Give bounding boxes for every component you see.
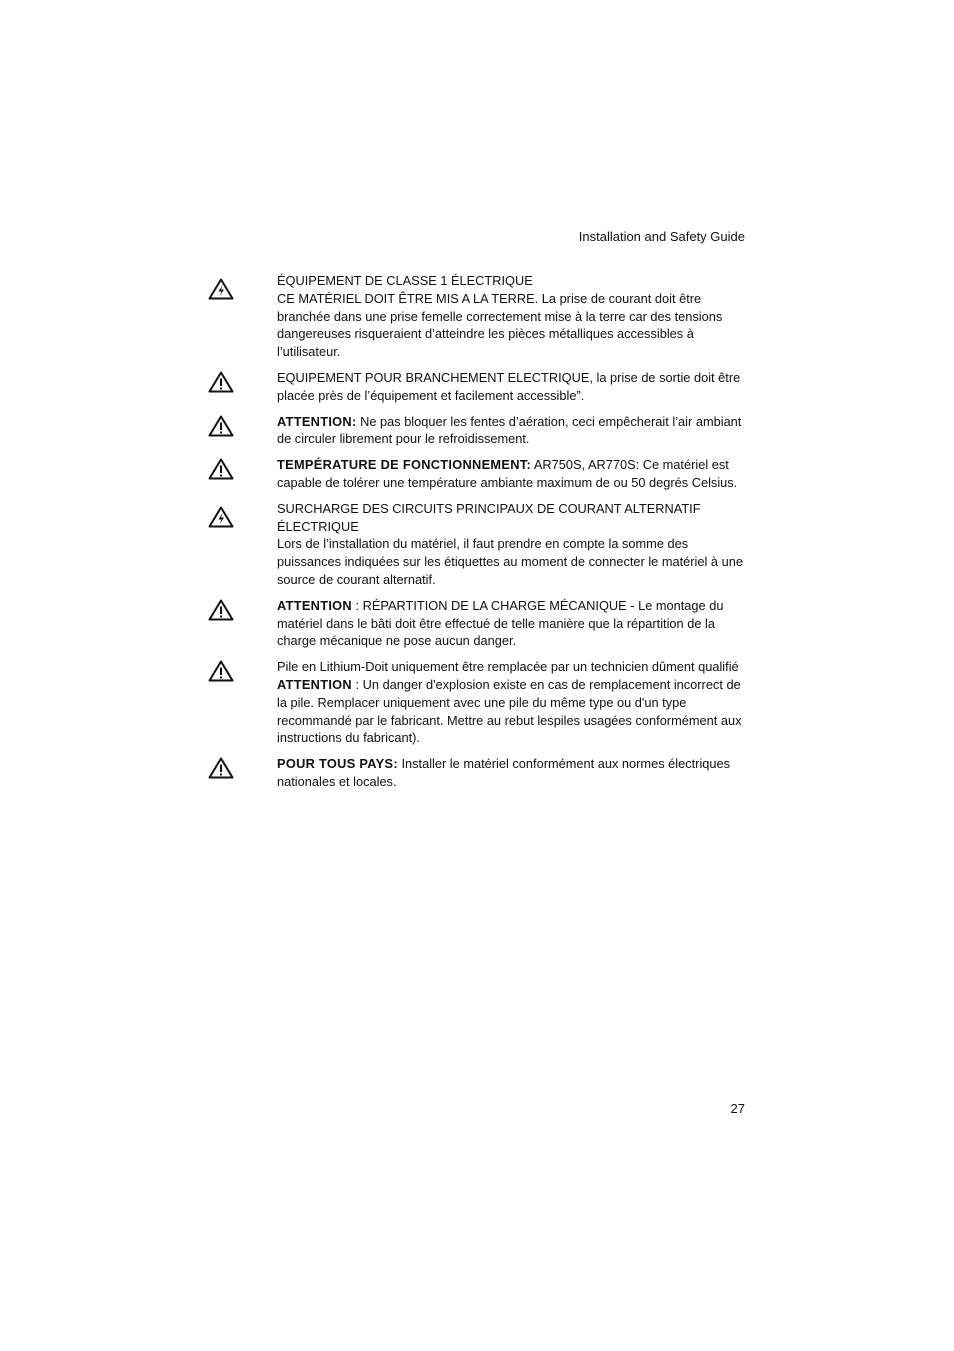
electric-warning-icon	[208, 506, 234, 528]
notice-lead: CE MATÉRIEL DOIT ÊTRE MIS A LA TERRE.	[277, 290, 539, 306]
notice-surcharge	[0, 500, 954, 589]
notice-body: : Un danger d'explosion existe en cas de remplacement incorrect de la pile. Remplacer uniquement avec une pile du même type ou d'un type recommandé par le fabricant. Mettre au rebut lespiles usagées conformément aux instructions du fabricant).	[277, 676, 742, 746]
notice-body: Lors de l’installation du matériel, il faut prendre en compte la somme des puissances indiquées sur les étiquettes au moment de connecter le matériel à une source de courant alternatif.	[277, 536, 743, 587]
notice-label: ATTENTION	[277, 676, 352, 692]
electric-warning-icon	[208, 278, 234, 300]
notice-temperature	[0, 456, 954, 492]
notice-label: TEMPÉRATURE DE FONCTIONNEMENT:	[277, 457, 532, 473]
safety-notices	[0, 272, 954, 799]
notice-label: POUR TOUS PAYS:	[277, 756, 398, 772]
notice-class1-electric	[0, 272, 954, 361]
notice-label: ATTENTION:	[277, 413, 357, 429]
running-header: Installation and Safety Guide	[578, 229, 745, 244]
caution-icon	[208, 757, 234, 779]
caution-icon	[208, 371, 234, 393]
caution-icon	[208, 415, 234, 437]
notice-charge-mecanique	[0, 597, 954, 650]
notice-lead: EQUIPEMENT POUR BRANCHEMENT ELECTRIQUE,	[277, 369, 593, 385]
notice-title: SURCHARGE DES CIRCUITS PRINCIPAUX DE COURANT ALTERNATIF ÉLECTRIQUE	[277, 500, 701, 534]
notice-body: Ne pas bloquer les fentes d’aération, ceci empêcherait l’air ambiant de circuler librement pour le refroidissement.	[277, 413, 742, 447]
notice-body: Le montage du matériel dans le bâti doit être effectué de telle manière que la répartition de la charge mécanique ne pose aucun danger.	[277, 597, 724, 649]
notice-title: ÉQUIPEMENT DE CLASSE 1 ÉLECTRIQUE	[277, 273, 533, 288]
notice-body: Installer le matériel conformément aux normes électriques nationales et locales.	[277, 756, 731, 789]
notice-ventilation	[0, 413, 954, 449]
notice-label: ATTENTION	[277, 597, 352, 613]
notice-body: AR750S, AR770S: Ce matériel est capable de tolérer une température ambiante maximum de ou 50 degrés Celsius.	[277, 457, 738, 490]
caution-icon	[208, 599, 234, 621]
caution-icon	[208, 458, 234, 480]
page-number: 27	[730, 1101, 745, 1116]
notice-pile-lithium	[0, 658, 954, 747]
notice-lead: : RÉPARTITION DE LA CHARGE MÉCANIQUE -	[351, 597, 635, 613]
notice-tous-pays	[0, 755, 954, 791]
caution-icon	[208, 660, 234, 682]
notice-branchement	[0, 369, 954, 405]
notice-body: la prise de sortie doit être placée près de l’équipement et facilement accessible”.	[277, 369, 741, 403]
notice-body: La prise de courant doit être branchée dans une prise femelle correctement mise à la terre car des tensions dangereuses risqueraient d’atteindre les pièces métalliques accessibles à l’utilisateur.	[277, 290, 723, 360]
notice-intro: Pile en Lithium-Doit uniquement être remplacée par un technicien dûment qualifié	[277, 659, 739, 675]
